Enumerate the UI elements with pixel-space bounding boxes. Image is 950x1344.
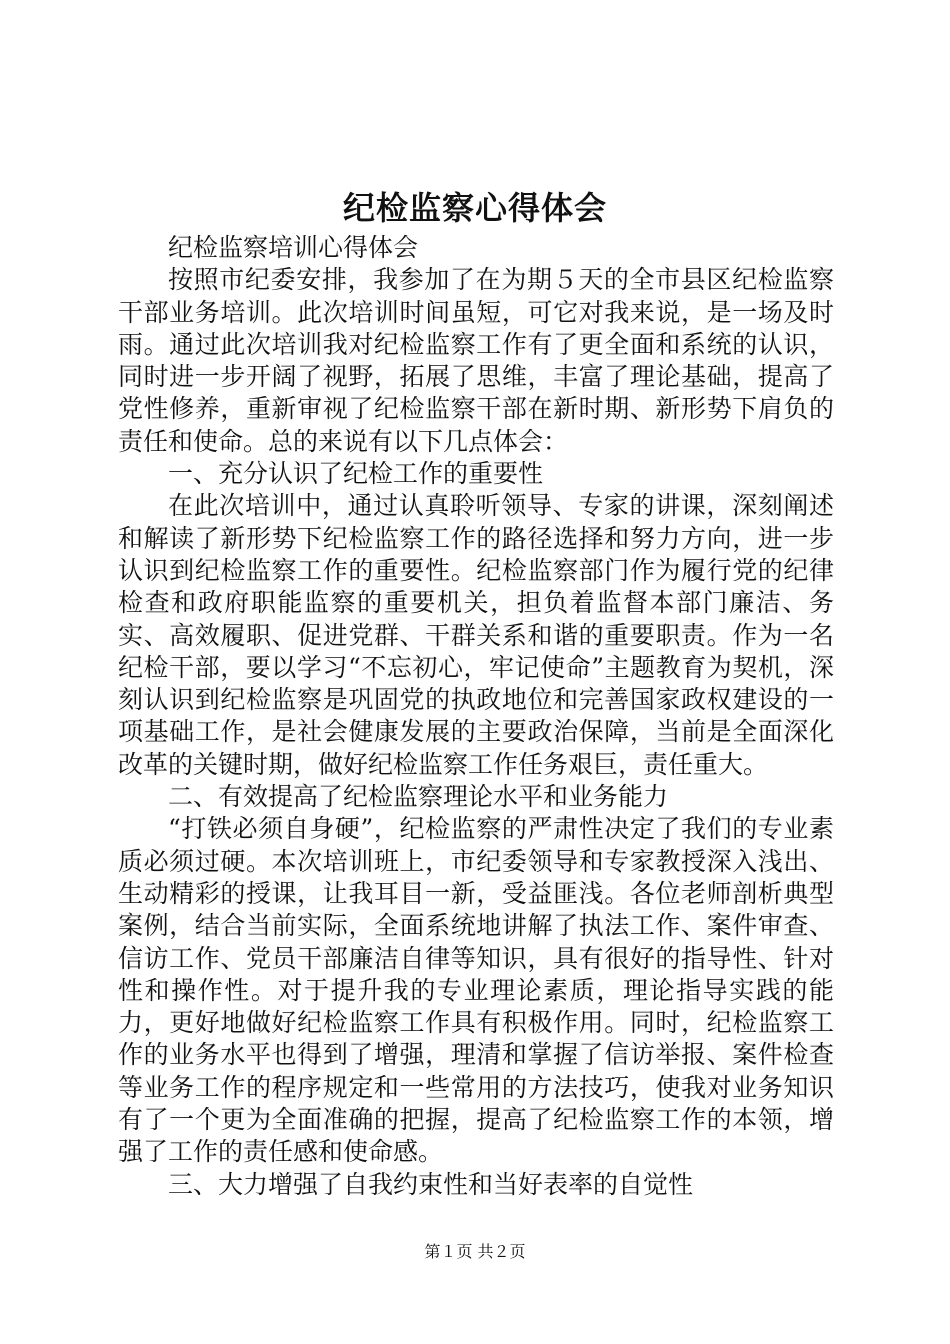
section-2-paragraph: “打铁必须自身硬”，纪检监察的严肃性决定了我们的专业素质必须过硬。本次培训班上，市纪委领导和专家教授深入浅出、生动精彩的授课，让我耳目一新，受益匪浅。各位老师剖析典型案例，结合当前实际，全面系统地讲解了执法工作、案件审查、信访工作、党员干部廉洁自律等知识，具有很好的指导性、针对性和操作性。对于提升我的专业理论素质，理论指导实践的能力，更好地做好纪检监察工作具有积极作用。同时，纪检监察工作的业务水平也得到了增强，理清和掌握了信访举报、案件检查等业务工作的程序规定和一些常用的方法技巧，使我对业务知识有了一个更为全面准确的把握，提高了纪检监察工作的本领，增强了工作的责任感和使命感。 [118,814,834,1167]
page-number-footer: 第１页 共２页 [424,1242,526,1261]
intro-paragraph: 按照市纪委安排，我参加了在为期５天的全市县区纪检监察干部业务培训。此次培训时间虽短，可它对我来说，是一场及时雨。通过此次培训我对纪检监察工作有了更全面和系统的认识，同时进一步开阔了视野，拓展了思维，丰富了理论基础，提高了党性修养，重新审视了纪检监察干部在新时期、新形势下肩负的责任和使命。总的来说有以下几点体会： [118,265,834,456]
section-1-paragraph: 在此次培训中，通过认真聆听领导、专家的讲课，深刻阐述和解读了新形势下纪检监察工作的路径选择和努力方向，进一步认识到纪检监察工作的重要性。纪检监察部门作为履行党的纪律检查和政府职能监察的重要机关，担负着监督本部门廉洁、务实、高效履职、促进党群、干群关系和谐的重要职责。作为一名纪检干部，要以学习“不忘初心，牢记使命”主题教育为契机，深刻认识到纪检监察是巩固党的执政地位和完善国家政权建设的一项基础工作，是社会健康发展的主要政治保障，当前是全面深化改革的关键时期，做好纪检监察工作任务艰巨，责任重大。 [118,491,834,779]
document-body [118,232,834,1201]
subtitle-paragraph: 纪检监察培训心得体会 [168,233,419,262]
section-heading-3: 三、大力增强了自我约束性和当好表率的自觉性 [168,1169,694,1199]
section-heading-1: 一、充分认识了纪检工作的重要性 [168,459,544,489]
section-heading-2: 二、有效提高了纪检监察理论水平和业务能力 [168,782,669,812]
document-title: 纪检监察心得体会 [342,189,607,227]
